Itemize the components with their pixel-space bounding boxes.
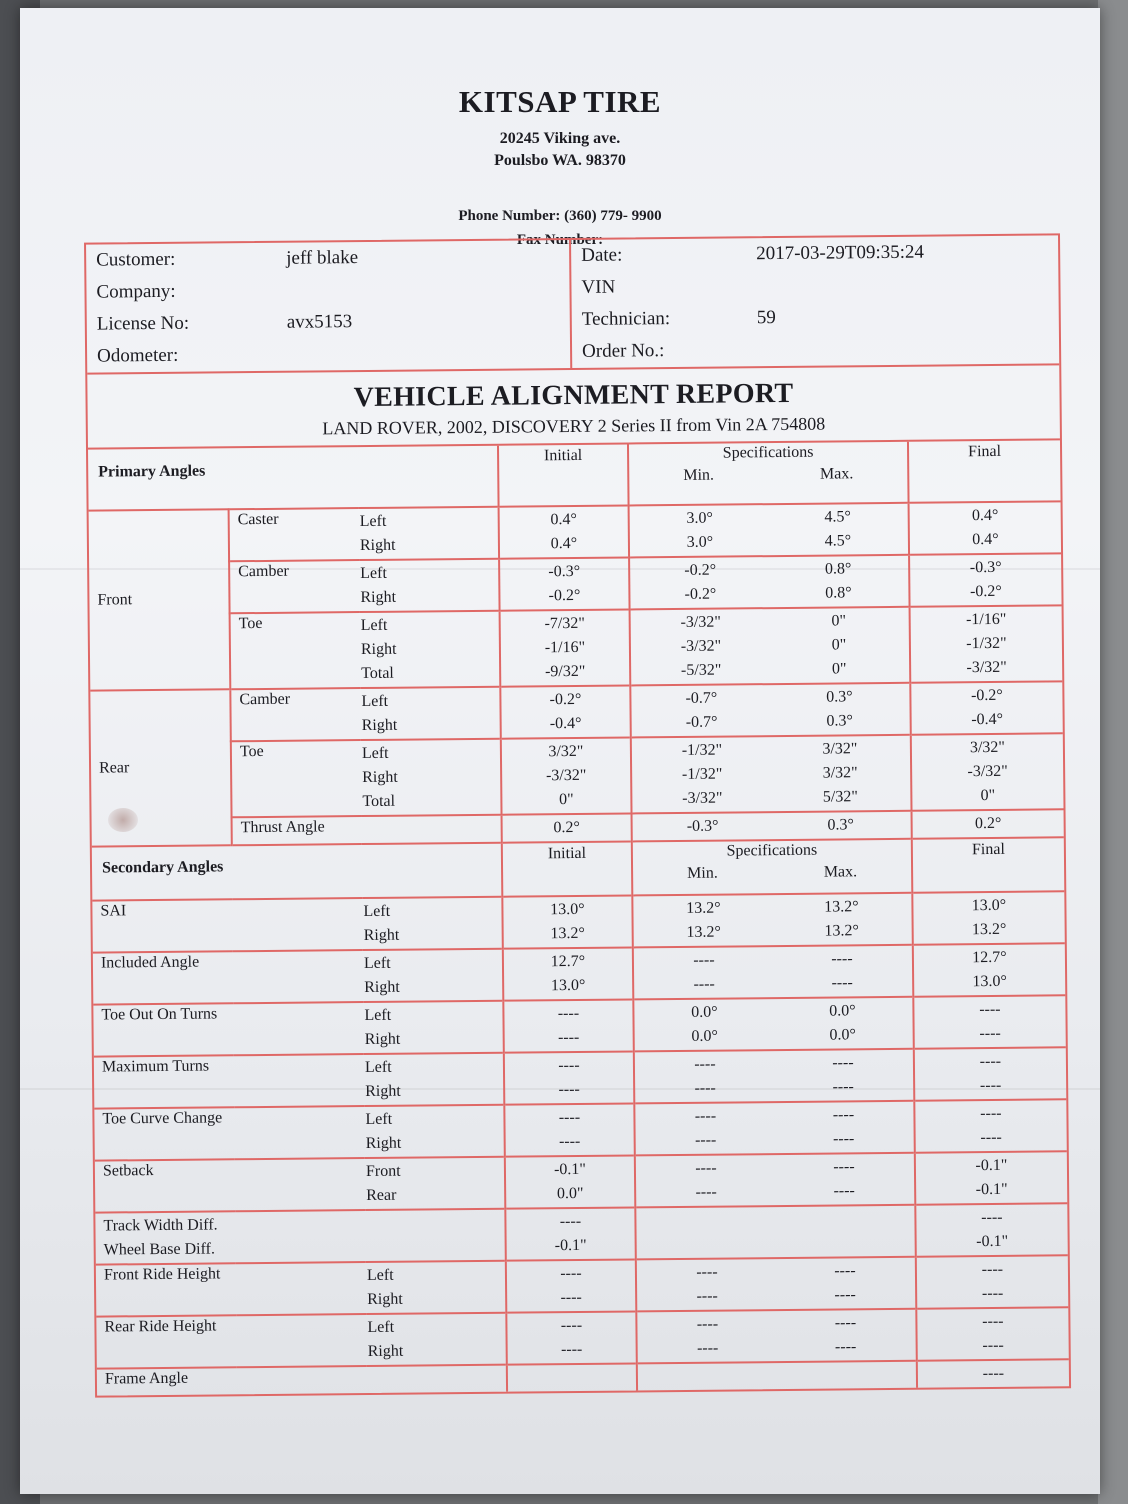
min-value: 0.0° <box>691 1003 718 1021</box>
initial-value: ---- <box>558 1056 580 1075</box>
min-value: 3.0° <box>686 533 714 551</box>
license-value: avx5153 <box>286 311 353 333</box>
min-value: ---- <box>696 1263 718 1281</box>
alignment-table <box>88 438 1069 1395</box>
secondary-angles-heading: Secondary Angles <box>92 843 503 901</box>
customer-info <box>86 235 1059 372</box>
min-value: -0.2° <box>684 585 717 603</box>
side-label: Left <box>361 744 389 763</box>
initial-value: ---- <box>560 1340 583 1359</box>
row-label: Toe Curve Change <box>94 1106 364 1161</box>
initial-value: 12.7° <box>550 952 586 971</box>
final-value: ---- <box>982 1336 1004 1355</box>
final-heading: Final <box>908 439 1061 502</box>
vin-value <box>746 267 1058 302</box>
customer-label: Customer: <box>96 248 176 271</box>
final-value: ---- <box>982 1364 1005 1383</box>
min-value: ---- <box>693 975 715 993</box>
final-value: ---- <box>980 1128 1002 1147</box>
technician-label: Technician: <box>571 302 747 336</box>
secondary-header-row <box>92 837 1064 900</box>
final-value: -0.2° <box>970 686 1003 705</box>
row-label: Included Angle <box>93 950 363 1005</box>
final-value: ---- <box>980 1104 1002 1123</box>
max-value: 0.0° <box>829 1026 856 1044</box>
max-value: 0.0° <box>829 1002 856 1020</box>
caster-label: Caster <box>229 508 359 561</box>
max-value: 3/32" <box>822 740 858 758</box>
min-value: 13.2° <box>686 923 721 941</box>
side-label: Left <box>361 692 389 711</box>
order-value <box>747 331 1059 366</box>
side-label: Left <box>366 1266 394 1285</box>
max-value: ---- <box>832 1106 855 1124</box>
side-label: Left <box>360 564 387 583</box>
toe-label: Toe <box>231 740 362 817</box>
initial-value: ---- <box>557 1004 580 1023</box>
side-label: Left <box>365 1110 393 1129</box>
final-value: ---- <box>981 1260 1004 1279</box>
min-value: ---- <box>694 1055 716 1073</box>
final-value: 0.4° <box>971 506 999 525</box>
initial-value: ---- <box>558 1080 580 1099</box>
initial-value: 0.2° <box>553 818 580 837</box>
min-value: ---- <box>696 1287 718 1305</box>
min-value: 0.0° <box>691 1027 718 1045</box>
final-value: -0.2° <box>969 582 1002 601</box>
initial-value: ---- <box>558 1108 581 1127</box>
vin-label: VIN <box>570 270 746 304</box>
max-value: ---- <box>833 1158 855 1176</box>
final-value: -1/32" <box>966 634 1007 653</box>
shop-address <box>20 128 1100 172</box>
initial-value: 3/32" <box>548 742 584 761</box>
initial-value: -7/32" <box>544 614 585 633</box>
max-value: ---- <box>834 1262 856 1280</box>
max-value: 3/32" <box>822 764 858 782</box>
final-value: -3/32" <box>967 762 1008 781</box>
side-label: Right <box>362 768 398 787</box>
rear-ride-height-row <box>96 1307 1068 1368</box>
rear-label: Rear <box>90 689 231 846</box>
final-value: 13.0° <box>971 896 1007 915</box>
customer-value: jeff blake <box>286 247 359 269</box>
row-label: Frame Angle <box>97 1365 507 1396</box>
initial-value: ---- <box>558 1132 581 1151</box>
initial-value: 0.0" <box>556 1184 584 1203</box>
initial-value: ---- <box>560 1316 583 1335</box>
toe-curve-change-row <box>94 1099 1066 1160</box>
initial-heading: Initial <box>502 841 633 896</box>
company-value <box>276 272 570 307</box>
min-value: -1/32" <box>681 765 723 783</box>
initial-value: -0.1" <box>553 1160 586 1179</box>
initial-value: 0.4° <box>550 510 578 529</box>
sai-row <box>92 891 1064 952</box>
min-value: -0.7° <box>685 689 718 707</box>
final-value: 0.4° <box>972 530 999 549</box>
row-label: Rear Ride Height <box>96 1314 366 1369</box>
front-label: Front <box>89 509 231 690</box>
final-value: 3/32" <box>969 738 1005 757</box>
shop-address-line2: Poulsbo WA. 98370 <box>494 152 626 169</box>
min-value: -0.7° <box>685 713 718 731</box>
max-value: ---- <box>831 950 853 968</box>
max-value: 5/32" <box>822 788 858 806</box>
final-value: -1/16" <box>965 610 1007 629</box>
max-value: 0" <box>831 612 847 630</box>
report-title: VEHICLE ALIGNMENT REPORT <box>87 363 1059 418</box>
final-value: ---- <box>979 1052 1002 1071</box>
min-value: ---- <box>695 1183 717 1201</box>
company-label: Company: <box>96 280 176 303</box>
front-toe-row <box>90 605 1063 690</box>
initial-value: -0.1" <box>554 1236 587 1255</box>
specifications-heading <box>628 441 909 506</box>
side-label: Front <box>365 1162 401 1181</box>
camber-label: Camber <box>229 560 359 613</box>
report-form <box>84 233 1071 1397</box>
max-value: ---- <box>833 1182 855 1200</box>
primary-angles-heading: Primary Angles <box>88 445 499 511</box>
initial-value: -9/32" <box>544 662 586 681</box>
odometer-label: Odometer: <box>97 344 179 367</box>
initial-value: -1/16" <box>544 638 586 657</box>
thrust-angle-label: Thrust Angle <box>232 815 502 846</box>
alignment-report-sheet <box>20 8 1100 1494</box>
final-value: -3/32" <box>966 658 1007 677</box>
initial-value: 13.0° <box>550 976 586 995</box>
max-value: 4.5° <box>824 532 852 550</box>
max-value: ---- <box>832 1078 854 1096</box>
front-camber-row <box>89 553 1061 614</box>
side-label: Right <box>367 1290 403 1309</box>
max-value: 0.3° <box>826 688 853 706</box>
side-label: Left <box>364 1006 392 1025</box>
initial-value: 0.4° <box>550 534 578 553</box>
initial-value: 0" <box>559 791 574 809</box>
final-value: -0.4° <box>971 710 1004 729</box>
side-label: Left <box>359 512 387 531</box>
technician-value: 59 <box>756 307 776 329</box>
final-value: -0.3° <box>969 558 1002 577</box>
camber-label: Camber <box>230 688 360 741</box>
side-label: Right <box>359 536 396 555</box>
min-value: ---- <box>694 1107 717 1125</box>
setback-row <box>95 1151 1067 1212</box>
row-label: Toe Out On Turns <box>93 1002 363 1057</box>
final-value: ---- <box>982 1312 1004 1331</box>
min-value: -3/32" <box>682 789 723 807</box>
side-label: Left <box>363 954 391 973</box>
shop-name: KITSAP TIRE <box>458 84 662 119</box>
final-value: -0.1" <box>975 1180 1008 1199</box>
rear-toe-row <box>91 733 1064 818</box>
side-label: Right <box>364 1030 401 1049</box>
max-value: ---- <box>834 1338 857 1356</box>
shop-phone: Phone Number: (360) 779- 9900 <box>458 208 662 224</box>
side-label: Left <box>363 902 391 921</box>
initial-value: 13.0° <box>550 900 585 919</box>
max-value: ---- <box>834 1314 857 1332</box>
initial-value: ---- <box>560 1264 582 1283</box>
maximum-turns-row <box>94 1047 1066 1108</box>
track-width-diff-label: Track Width Diff. <box>103 1216 218 1235</box>
included-angle-row <box>93 943 1065 1004</box>
side-label: Total <box>362 792 396 811</box>
max-value: 0.3° <box>827 816 854 834</box>
final-value: 0" <box>980 786 996 805</box>
primary-header-row <box>88 439 1061 510</box>
max-value: 0.8° <box>825 584 852 602</box>
initial-value: ---- <box>557 1028 580 1047</box>
side-label: Left <box>360 616 388 635</box>
min-value: -3/32" <box>680 637 722 655</box>
vehicle-description: LAND ROVER, 2002, DISCOVERY 2 Series II from Vin 2A 754808 <box>322 413 826 439</box>
toe-out-on-turns-row <box>93 995 1065 1056</box>
specifications-label: Specifications <box>726 841 818 860</box>
final-value: 13.2° <box>971 920 1007 939</box>
front-ride-height-row <box>96 1255 1068 1316</box>
initial-value: -0.2° <box>549 690 582 709</box>
final-value: -0.1" <box>976 1232 1009 1251</box>
final-value: -0.1" <box>975 1156 1008 1175</box>
row-label: Front Ride Height <box>96 1262 366 1317</box>
initial-value: -3/32" <box>545 766 587 785</box>
initial-value: ---- <box>560 1288 582 1307</box>
max-value: ---- <box>831 974 853 992</box>
side-label: Right <box>364 978 400 997</box>
side-label: Right <box>365 1082 401 1101</box>
initial-value: ---- <box>559 1212 582 1231</box>
final-value: 13.0° <box>972 972 1007 991</box>
final-value: 12.7° <box>972 948 1007 967</box>
min-value: -5/32" <box>680 661 722 679</box>
max-heading: Max. <box>823 863 858 881</box>
initial-heading: Initial <box>498 443 629 506</box>
initial-value: -0.4° <box>549 714 582 733</box>
max-value: 0.3° <box>826 712 853 730</box>
side-label: Left <box>364 1058 392 1077</box>
final-value: ---- <box>979 1076 1002 1095</box>
min-value: -3/32" <box>680 613 721 631</box>
max-heading: Max. <box>819 465 854 483</box>
final-value: 0.2° <box>974 814 1002 833</box>
initial-value: 13.2° <box>550 924 585 943</box>
coffee-stain <box>108 808 138 832</box>
specifications-heading <box>632 839 913 896</box>
side-label: Right <box>360 640 397 659</box>
final-heading: Final <box>912 837 1064 892</box>
row-label: Setback <box>95 1158 365 1213</box>
max-value: 4.5° <box>824 508 851 526</box>
license-label: License No: <box>96 312 190 335</box>
desk-background-right <box>1098 0 1128 1504</box>
final-value: ---- <box>979 1000 1001 1019</box>
date-value: 2017-03-29T09:35:24 <box>756 241 925 265</box>
side-label: Rear <box>366 1186 397 1205</box>
side-label: Total <box>361 664 394 683</box>
track-wheelbase-row <box>95 1203 1067 1264</box>
final-value: ---- <box>981 1284 1004 1303</box>
shop-fax: Fax Number: <box>516 232 604 248</box>
min-value: ---- <box>693 951 715 969</box>
min-value: 13.2° <box>686 899 721 917</box>
min-value: -1/32" <box>681 741 723 759</box>
shop-address-line1: 20245 Viking ave. <box>499 130 621 147</box>
max-value: ---- <box>832 1054 854 1072</box>
min-value: ---- <box>694 1079 716 1097</box>
min-value: -0.2° <box>684 561 717 579</box>
row-label: Maximum Turns <box>94 1054 364 1109</box>
order-label: Order No.: <box>571 334 747 368</box>
odometer-value <box>277 336 571 371</box>
max-value: 0" <box>831 660 847 678</box>
row-label: SAI <box>92 898 362 953</box>
rear-camber-row <box>90 681 1062 742</box>
initial-value: -0.2° <box>548 586 581 605</box>
side-label: Right <box>365 1134 402 1153</box>
side-label: Right <box>361 716 398 735</box>
side-label: Right <box>363 926 400 945</box>
min-value: ---- <box>694 1131 717 1149</box>
max-value: ---- <box>832 1130 855 1148</box>
min-value: ---- <box>696 1339 719 1357</box>
min-heading: Min. <box>687 864 718 882</box>
final-value: ---- <box>981 1208 1003 1227</box>
min-heading: Min. <box>683 466 715 484</box>
min-value: 3.0° <box>686 509 713 527</box>
min-value: ---- <box>695 1159 717 1177</box>
wheel-base-diff-label: Wheel Base Diff. <box>103 1240 215 1259</box>
side-label: Left <box>367 1318 395 1337</box>
initial-value: -0.3° <box>548 562 581 581</box>
front-caster-row <box>89 501 1061 562</box>
specifications-label: Specifications <box>722 443 814 462</box>
final-value: ---- <box>979 1024 1001 1043</box>
min-value: -0.3° <box>686 817 719 835</box>
min-value: ---- <box>696 1315 719 1333</box>
side-label: Right <box>360 588 397 607</box>
max-value: 0.8° <box>824 560 852 578</box>
max-value: 13.2° <box>824 898 859 916</box>
date-label: Date: <box>570 238 746 272</box>
max-value: 0" <box>831 636 847 654</box>
side-label: Right <box>367 1342 404 1361</box>
max-value: 13.2° <box>824 922 859 940</box>
max-value: ---- <box>834 1286 856 1304</box>
toe-label: Toe <box>230 612 361 689</box>
